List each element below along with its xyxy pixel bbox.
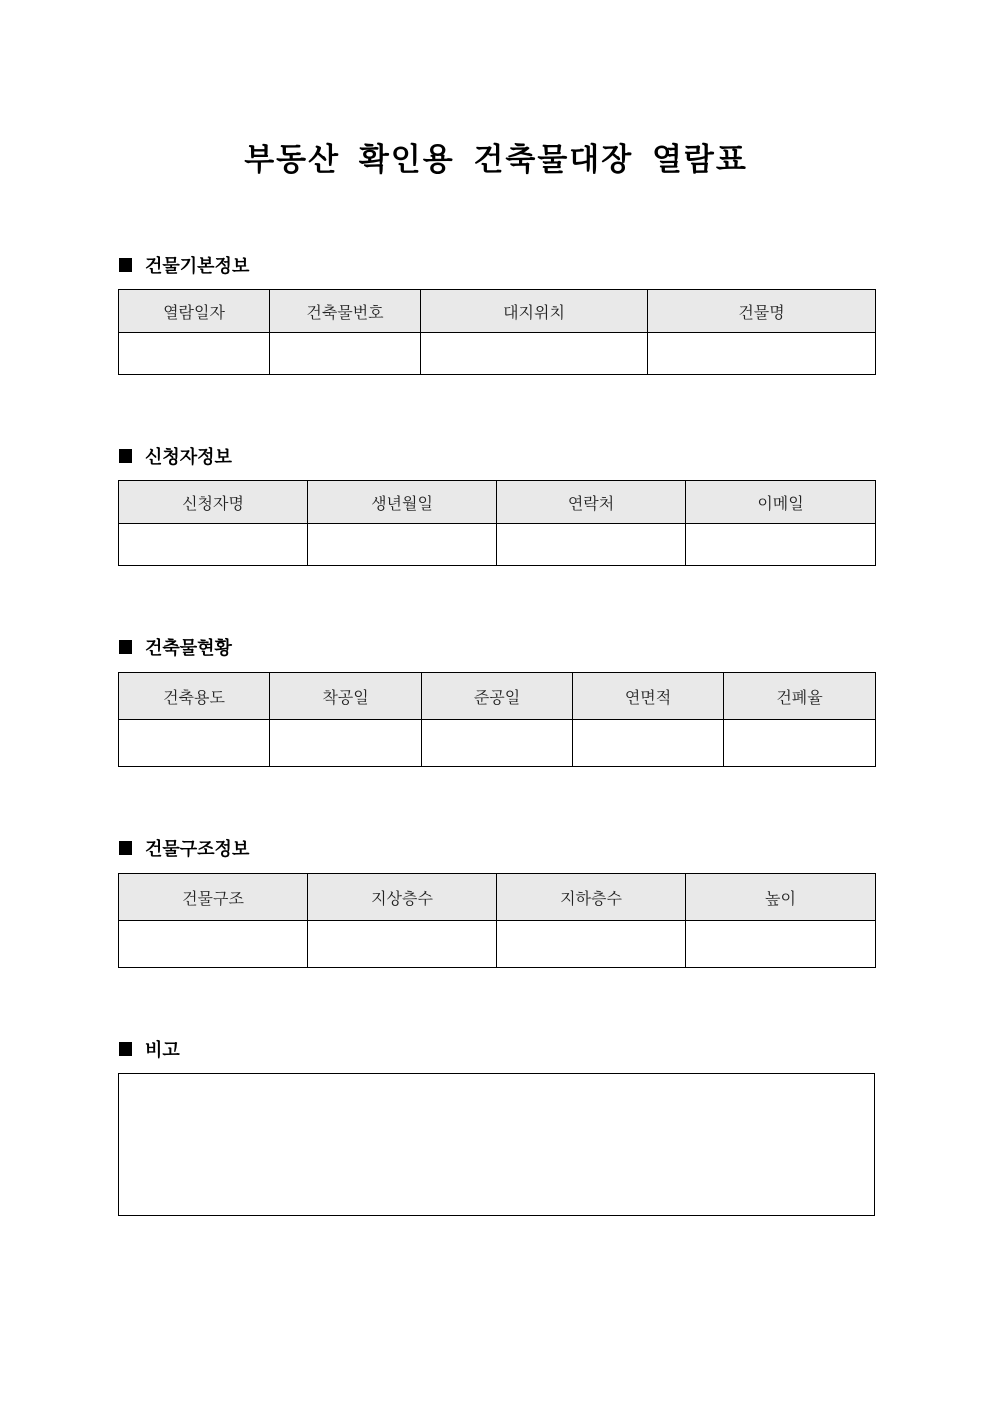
section-title: 건축물현황 <box>145 638 232 659</box>
email-field[interactable] <box>686 524 876 566</box>
table-row <box>119 921 876 968</box>
column-header-applicant-name: 신청자명 <box>119 481 308 524</box>
site-location-field[interactable] <box>421 333 648 375</box>
section-title: 건물기본정보 <box>145 256 250 277</box>
structure-field[interactable] <box>119 921 308 968</box>
column-header-building-coverage: 건폐율 <box>724 673 876 720</box>
building-use-field[interactable] <box>119 720 270 767</box>
document-title: 부동산 확인용 건축물대장 열람표 <box>244 142 748 178</box>
table-header-row <box>119 673 876 720</box>
section-title: 비고 <box>145 1040 180 1061</box>
section-heading-applicant-info <box>119 444 232 468</box>
column-header-structure: 건물구조 <box>119 874 308 921</box>
column-header-birth-date: 생년월일 <box>308 481 497 524</box>
column-header-building-use: 건축용도 <box>119 673 270 720</box>
underground-floors-field[interactable] <box>497 921 686 968</box>
section-heading-remarks <box>119 1037 180 1061</box>
height-field[interactable] <box>686 921 876 968</box>
column-header-building-name: 건물명 <box>648 290 876 333</box>
column-header-completion-date: 준공일 <box>422 673 573 720</box>
square-bullet-icon <box>119 841 132 855</box>
construction-start-field[interactable] <box>270 720 422 767</box>
building-coverage-field[interactable] <box>724 720 876 767</box>
table-row <box>119 333 876 375</box>
column-header-underground-floors: 지하층수 <box>497 874 686 921</box>
table-row <box>119 524 876 566</box>
table-header-row <box>119 874 876 921</box>
applicant-name-field[interactable] <box>119 524 308 566</box>
section-title: 신청자정보 <box>145 447 232 468</box>
table-header-row <box>119 290 876 333</box>
column-header-view-date: 열람일자 <box>119 290 270 333</box>
view-date-field[interactable] <box>119 333 270 375</box>
column-header-height: 높이 <box>686 874 876 921</box>
completion-date-field[interactable] <box>422 720 573 767</box>
section-title: 건물구조정보 <box>145 839 250 860</box>
square-bullet-icon <box>119 1042 132 1056</box>
section-heading-building-status <box>119 635 232 659</box>
above-ground-floors-field[interactable] <box>308 921 497 968</box>
building-number-field[interactable] <box>270 333 421 375</box>
table-header-row <box>119 481 876 524</box>
structure-info-table <box>118 873 876 968</box>
building-name-field[interactable] <box>648 333 876 375</box>
applicant-info-table <box>118 480 876 566</box>
square-bullet-icon <box>119 258 132 272</box>
basic-info-table <box>118 289 876 375</box>
square-bullet-icon <box>119 640 132 654</box>
contact-field[interactable] <box>497 524 686 566</box>
section-heading-structure-info <box>119 836 249 860</box>
column-header-email: 이메일 <box>686 481 876 524</box>
building-status-table <box>118 672 876 767</box>
column-header-total-floor-area: 연면적 <box>573 673 724 720</box>
remarks-field[interactable] <box>118 1073 875 1216</box>
column-header-contact: 연락처 <box>497 481 686 524</box>
table-row <box>119 720 876 767</box>
birth-date-field[interactable] <box>308 524 497 566</box>
total-floor-area-field[interactable] <box>573 720 724 767</box>
column-header-site-location: 대지위치 <box>421 290 648 333</box>
column-header-building-number: 건축물번호 <box>270 290 421 333</box>
column-header-construction-start: 착공일 <box>270 673 422 720</box>
square-bullet-icon <box>119 449 132 463</box>
section-heading-basic-info <box>119 253 249 277</box>
column-header-above-ground-floors: 지상층수 <box>308 874 497 921</box>
